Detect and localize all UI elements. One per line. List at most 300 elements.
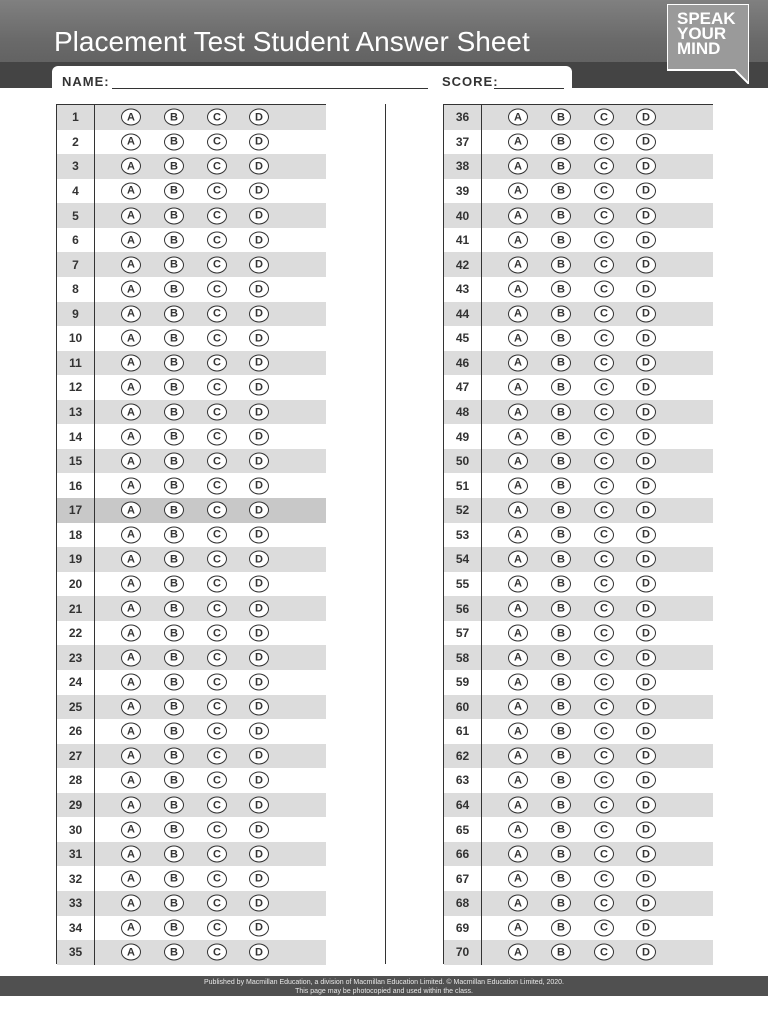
answer-bubble-a[interactable]: A: [121, 797, 141, 814]
answer-bubble-d[interactable]: D: [636, 109, 656, 126]
answer-bubble-d[interactable]: D: [636, 698, 656, 715]
answer-bubble-c[interactable]: C: [207, 207, 227, 224]
answer-bubble-c[interactable]: C: [207, 698, 227, 715]
answer-bubble-d[interactable]: D: [249, 256, 269, 273]
answer-bubble-c[interactable]: C: [207, 281, 227, 298]
answer-bubble-d[interactable]: D: [249, 158, 269, 175]
answer-bubble-c[interactable]: C: [207, 649, 227, 666]
answer-bubble-b[interactable]: B: [551, 354, 571, 371]
answer-bubble-c[interactable]: C: [594, 821, 614, 838]
question-row: [444, 817, 713, 842]
answer-bubble-b[interactable]: B: [551, 772, 571, 789]
answer-bubble-d[interactable]: D: [636, 944, 656, 961]
answer-bubble-c[interactable]: C: [594, 379, 614, 396]
answer-bubble-b[interactable]: B: [551, 649, 571, 666]
answer-bubble-a[interactable]: A: [508, 305, 528, 322]
answer-bubble-d[interactable]: D: [636, 305, 656, 322]
answer-bubble-b[interactable]: B: [551, 944, 571, 961]
answer-bubble-c[interactable]: C: [594, 797, 614, 814]
answer-bubble-a[interactable]: A: [121, 870, 141, 887]
answer-bubble-b[interactable]: B: [164, 256, 184, 273]
answer-bubble-d[interactable]: D: [249, 477, 269, 494]
answer-bubble-a[interactable]: A: [508, 747, 528, 764]
answer-bubble-c[interactable]: C: [207, 723, 227, 740]
answer-bubble-d[interactable]: D: [249, 379, 269, 396]
answer-bubble-d[interactable]: D: [249, 944, 269, 961]
answer-bubble-d[interactable]: D: [636, 625, 656, 642]
answer-bubble-c[interactable]: C: [594, 575, 614, 592]
answer-bubble-b[interactable]: B: [551, 575, 571, 592]
answer-bubble-d[interactable]: D: [636, 354, 656, 371]
question-row: [57, 645, 326, 670]
answer-bubble-b[interactable]: B: [551, 453, 571, 470]
answer-bubble-b[interactable]: B: [164, 919, 184, 936]
answer-bubble-a[interactable]: A: [508, 232, 528, 249]
answer-bubble-b[interactable]: B: [164, 477, 184, 494]
answer-bubble-b[interactable]: B: [164, 428, 184, 445]
answer-bubble-b[interactable]: B: [164, 551, 184, 568]
answer-bubble-a[interactable]: A: [121, 649, 141, 666]
answer-bubble-b[interactable]: B: [164, 625, 184, 642]
answer-bubble-c[interactable]: C: [207, 502, 227, 519]
answer-bubble-d[interactable]: D: [249, 821, 269, 838]
answer-bubble-b[interactable]: B: [551, 428, 571, 445]
answer-bubble-b[interactable]: B: [551, 698, 571, 715]
answer-bubble-d[interactable]: D: [636, 158, 656, 175]
answer-bubble-a[interactable]: A: [121, 575, 141, 592]
answer-bubble-b[interactable]: B: [551, 281, 571, 298]
question-row: [57, 375, 326, 400]
question-row: [57, 228, 326, 253]
answer-bubble-c[interactable]: C: [594, 207, 614, 224]
answer-bubble-c[interactable]: C: [207, 797, 227, 814]
answer-bubble-b[interactable]: B: [164, 182, 184, 199]
answer-bubble-c[interactable]: C: [207, 158, 227, 175]
answer-bubble-d[interactable]: D: [249, 404, 269, 421]
answer-bubble-c[interactable]: C: [594, 919, 614, 936]
answer-bubble-a[interactable]: A: [508, 895, 528, 912]
answer-bubble-a[interactable]: A: [508, 502, 528, 519]
answer-bubble-c[interactable]: C: [594, 330, 614, 347]
answer-bubble-a[interactable]: A: [508, 354, 528, 371]
answer-bubble-a[interactable]: A: [121, 846, 141, 863]
answer-bubble-c[interactable]: C: [594, 182, 614, 199]
answer-bubble-a[interactable]: A: [508, 477, 528, 494]
answer-bubble-d[interactable]: D: [636, 649, 656, 666]
answer-bubble-a[interactable]: A: [121, 404, 141, 421]
answer-bubble-b[interactable]: B: [164, 404, 184, 421]
answer-bubble-d[interactable]: D: [249, 354, 269, 371]
answer-bubble-c[interactable]: C: [594, 428, 614, 445]
answer-bubble-c[interactable]: C: [207, 772, 227, 789]
answer-bubble-d[interactable]: D: [249, 207, 269, 224]
answer-bubble-d[interactable]: D: [249, 109, 269, 126]
answer-bubble-c[interactable]: C: [594, 674, 614, 691]
answer-bubble-b[interactable]: B: [164, 870, 184, 887]
answer-bubble-d[interactable]: D: [249, 526, 269, 543]
answer-bubble-a[interactable]: A: [121, 330, 141, 347]
answer-bubble-d[interactable]: D: [249, 453, 269, 470]
answer-bubble-a[interactable]: A: [121, 305, 141, 322]
answer-bubble-d[interactable]: D: [249, 625, 269, 642]
answer-bubble-b[interactable]: B: [551, 109, 571, 126]
answer-bubble-b[interactable]: B: [164, 821, 184, 838]
answer-bubble-b[interactable]: B: [164, 232, 184, 249]
answer-bubble-b[interactable]: B: [164, 330, 184, 347]
score-field[interactable]: [494, 88, 564, 89]
answer-bubble-a[interactable]: A: [508, 526, 528, 543]
logo-line-2: YOUR: [677, 24, 727, 43]
answer-bubble-d[interactable]: D: [636, 551, 656, 568]
answer-bubble-c[interactable]: C: [207, 182, 227, 199]
answer-bubble-a[interactable]: A: [121, 207, 141, 224]
answer-bubble-a[interactable]: A: [121, 502, 141, 519]
answer-bubble-b[interactable]: B: [164, 846, 184, 863]
answer-bubble-c[interactable]: C: [594, 305, 614, 322]
answer-bubble-b[interactable]: B: [551, 379, 571, 396]
answer-bubble-d[interactable]: D: [636, 674, 656, 691]
answer-bubble-c[interactable]: C: [207, 870, 227, 887]
answer-bubble-d[interactable]: D: [636, 133, 656, 150]
answer-bubble-b[interactable]: B: [551, 256, 571, 273]
answer-bubble-c[interactable]: C: [207, 575, 227, 592]
answer-bubble-c[interactable]: C: [207, 821, 227, 838]
answer-bubble-d[interactable]: D: [636, 797, 656, 814]
answer-bubble-d[interactable]: D: [249, 870, 269, 887]
answer-bubble-d[interactable]: D: [249, 281, 269, 298]
answer-bubble-b[interactable]: B: [164, 502, 184, 519]
answer-bubble-b[interactable]: B: [551, 723, 571, 740]
answer-bubble-d[interactable]: D: [636, 600, 656, 617]
answer-bubble-a[interactable]: A: [121, 256, 141, 273]
answer-bubble-b[interactable]: B: [551, 551, 571, 568]
question-row: [444, 891, 713, 916]
question-number: 35: [57, 940, 95, 965]
answer-bubble-a[interactable]: A: [121, 551, 141, 568]
answer-bubble-b[interactable]: B: [164, 133, 184, 150]
answer-bubble-a[interactable]: A: [508, 330, 528, 347]
answer-bubble-c[interactable]: C: [594, 502, 614, 519]
answer-bubble-c[interactable]: C: [594, 772, 614, 789]
answer-bubble-c[interactable]: C: [594, 846, 614, 863]
answer-bubble-c[interactable]: C: [594, 895, 614, 912]
answer-bubble-c[interactable]: C: [594, 453, 614, 470]
answer-bubble-c[interactable]: C: [594, 158, 614, 175]
answer-bubble-a[interactable]: A: [508, 625, 528, 642]
answer-bubble-c[interactable]: C: [207, 330, 227, 347]
answer-bubble-a[interactable]: A: [508, 919, 528, 936]
answer-bubble-d[interactable]: D: [636, 870, 656, 887]
answer-bubble-b[interactable]: B: [551, 158, 571, 175]
answer-bubble-a[interactable]: A: [508, 870, 528, 887]
answer-bubble-b[interactable]: B: [164, 207, 184, 224]
answer-bubble-a[interactable]: A: [508, 428, 528, 445]
answer-bubble-c[interactable]: C: [207, 354, 227, 371]
answer-bubble-d[interactable]: D: [636, 232, 656, 249]
answer-bubble-d[interactable]: D: [249, 649, 269, 666]
answer-column-left: [56, 104, 326, 964]
answer-bubble-c[interactable]: C: [207, 747, 227, 764]
answer-bubble-b[interactable]: B: [551, 870, 571, 887]
answer-bubble-d[interactable]: D: [636, 453, 656, 470]
answer-bubble-a[interactable]: A: [121, 133, 141, 150]
answer-bubble-d[interactable]: D: [636, 846, 656, 863]
answer-bubble-b[interactable]: B: [551, 305, 571, 322]
question-number: 28: [57, 768, 95, 793]
answer-bubble-b[interactable]: B: [164, 649, 184, 666]
answer-bubble-d[interactable]: D: [249, 846, 269, 863]
answer-bubble-b[interactable]: B: [164, 379, 184, 396]
answer-bubble-c[interactable]: C: [594, 133, 614, 150]
question-number: 47: [444, 375, 482, 400]
answer-bubble-b[interactable]: B: [551, 674, 571, 691]
answer-bubble-c[interactable]: C: [207, 133, 227, 150]
answer-bubble-a[interactable]: A: [508, 109, 528, 126]
answer-bubble-d[interactable]: D: [636, 575, 656, 592]
answer-bubble-c[interactable]: C: [594, 404, 614, 421]
answer-bubble-a[interactable]: A: [121, 379, 141, 396]
answer-bubble-c[interactable]: C: [207, 256, 227, 273]
answer-bubble-d[interactable]: D: [636, 330, 656, 347]
answer-bubble-d[interactable]: D: [249, 919, 269, 936]
answer-bubble-c[interactable]: C: [207, 846, 227, 863]
answer-bubble-b[interactable]: B: [551, 919, 571, 936]
answer-bubble-a[interactable]: A: [121, 698, 141, 715]
answer-bubble-b[interactable]: B: [164, 354, 184, 371]
answer-bubble-d[interactable]: D: [636, 747, 656, 764]
answer-bubble-a[interactable]: A: [508, 404, 528, 421]
answer-bubble-a[interactable]: A: [121, 919, 141, 936]
question-number: 8: [57, 277, 95, 302]
answer-bubble-a[interactable]: A: [508, 158, 528, 175]
answer-bubble-d[interactable]: D: [249, 305, 269, 322]
question-number: 18: [57, 523, 95, 548]
answer-bubble-b[interactable]: B: [164, 281, 184, 298]
answer-bubble-c[interactable]: C: [594, 109, 614, 126]
answer-bubble-c[interactable]: C: [207, 404, 227, 421]
answer-bubble-a[interactable]: A: [121, 158, 141, 175]
answer-bubble-c[interactable]: C: [594, 747, 614, 764]
answer-bubble-a[interactable]: A: [508, 821, 528, 838]
answer-bubble-a[interactable]: A: [121, 625, 141, 642]
answer-bubble-a[interactable]: A: [508, 723, 528, 740]
answer-bubble-a[interactable]: A: [508, 944, 528, 961]
answer-bubble-b[interactable]: B: [164, 772, 184, 789]
question-row: [57, 695, 326, 720]
answer-bubble-c[interactable]: C: [207, 674, 227, 691]
answer-bubble-a[interactable]: A: [121, 772, 141, 789]
answer-bubble-b[interactable]: B: [551, 895, 571, 912]
answer-bubble-b[interactable]: B: [164, 158, 184, 175]
answer-bubble-b[interactable]: B: [551, 404, 571, 421]
answer-bubble-d[interactable]: D: [636, 821, 656, 838]
answer-bubble-d[interactable]: D: [636, 428, 656, 445]
answer-bubble-a[interactable]: A: [508, 797, 528, 814]
answer-bubble-b[interactable]: B: [551, 502, 571, 519]
answer-bubble-d[interactable]: D: [249, 232, 269, 249]
answer-bubble-d[interactable]: D: [636, 772, 656, 789]
answer-bubble-d[interactable]: D: [636, 281, 656, 298]
answer-bubble-c[interactable]: C: [207, 944, 227, 961]
answer-bubble-a[interactable]: A: [121, 723, 141, 740]
answer-bubble-d[interactable]: D: [249, 747, 269, 764]
answer-bubble-b[interactable]: B: [164, 109, 184, 126]
answer-bubble-a[interactable]: A: [508, 772, 528, 789]
answer-bubble-d[interactable]: D: [636, 379, 656, 396]
answer-bubble-a[interactable]: A: [121, 895, 141, 912]
answer-bubble-d[interactable]: D: [636, 256, 656, 273]
answer-bubble-c[interactable]: C: [207, 109, 227, 126]
answer-bubble-d[interactable]: D: [249, 797, 269, 814]
answer-bubble-b[interactable]: B: [164, 305, 184, 322]
answer-bubble-c[interactable]: C: [594, 944, 614, 961]
answer-bubble-b[interactable]: B: [551, 232, 571, 249]
answer-bubble-d[interactable]: D: [249, 772, 269, 789]
question-row: [444, 154, 713, 179]
answer-bubble-a[interactable]: A: [121, 944, 141, 961]
answer-bubble-c[interactable]: C: [207, 453, 227, 470]
answer-bubble-a[interactable]: A: [508, 846, 528, 863]
question-number: 37: [444, 130, 482, 155]
answer-bubble-d[interactable]: D: [249, 551, 269, 568]
answer-bubble-c[interactable]: C: [594, 477, 614, 494]
answer-bubble-b[interactable]: B: [551, 207, 571, 224]
answer-bubble-b[interactable]: B: [551, 330, 571, 347]
answer-bubble-a[interactable]: A: [121, 747, 141, 764]
answer-bubble-d[interactable]: D: [636, 404, 656, 421]
answer-bubble-a[interactable]: A: [121, 182, 141, 199]
answer-bubble-a[interactable]: A: [121, 674, 141, 691]
answer-bubble-b[interactable]: B: [164, 600, 184, 617]
answer-bubble-d[interactable]: D: [636, 723, 656, 740]
answer-bubble-c[interactable]: C: [207, 625, 227, 642]
answer-bubble-a[interactable]: A: [121, 821, 141, 838]
answer-bubble-b[interactable]: B: [164, 797, 184, 814]
answer-bubble-a[interactable]: A: [508, 133, 528, 150]
answer-bubble-c[interactable]: C: [594, 870, 614, 887]
answer-bubble-b[interactable]: B: [164, 453, 184, 470]
answer-bubble-a[interactable]: A: [121, 526, 141, 543]
answer-bubble-c[interactable]: C: [207, 379, 227, 396]
answer-bubble-a[interactable]: A: [121, 354, 141, 371]
answer-bubble-c[interactable]: C: [207, 305, 227, 322]
answer-bubble-a[interactable]: A: [508, 453, 528, 470]
answer-bubble-c[interactable]: C: [594, 281, 614, 298]
answer-bubble-c[interactable]: C: [594, 625, 614, 642]
answer-bubble-b[interactable]: B: [551, 133, 571, 150]
answer-bubble-c[interactable]: C: [207, 895, 227, 912]
answer-bubble-d[interactable]: D: [249, 895, 269, 912]
answer-bubble-b[interactable]: B: [164, 674, 184, 691]
question-row: [57, 105, 326, 130]
answer-bubble-b[interactable]: B: [551, 625, 571, 642]
answer-bubble-a[interactable]: A: [508, 600, 528, 617]
answer-bubble-c[interactable]: C: [207, 919, 227, 936]
answer-bubble-c[interactable]: C: [594, 600, 614, 617]
answer-bubble-d[interactable]: D: [249, 330, 269, 347]
answer-bubble-d[interactable]: D: [636, 502, 656, 519]
answer-bubble-a[interactable]: A: [508, 256, 528, 273]
answer-bubble-a[interactable]: A: [508, 551, 528, 568]
answer-bubble-b[interactable]: B: [164, 723, 184, 740]
answer-bubble-d[interactable]: D: [636, 477, 656, 494]
answer-bubble-a[interactable]: A: [508, 207, 528, 224]
answer-bubble-d[interactable]: D: [636, 207, 656, 224]
answer-bubble-c[interactable]: C: [594, 698, 614, 715]
answer-bubble-b[interactable]: B: [551, 600, 571, 617]
answer-bubble-d[interactable]: D: [249, 674, 269, 691]
answer-bubble-c[interactable]: C: [207, 526, 227, 543]
answer-bubble-b[interactable]: B: [551, 846, 571, 863]
answer-bubble-a[interactable]: A: [508, 698, 528, 715]
answer-bubble-c[interactable]: C: [207, 428, 227, 445]
answer-bubble-d[interactable]: D: [249, 133, 269, 150]
answer-bubble-d[interactable]: D: [249, 575, 269, 592]
answer-bubble-b[interactable]: B: [164, 575, 184, 592]
question-row: [444, 400, 713, 425]
answer-bubble-b[interactable]: B: [551, 747, 571, 764]
answer-bubble-a[interactable]: A: [121, 477, 141, 494]
answer-bubble-c[interactable]: C: [594, 526, 614, 543]
answer-bubble-c[interactable]: C: [594, 551, 614, 568]
answer-bubble-a[interactable]: A: [508, 182, 528, 199]
answer-bubble-c[interactable]: C: [594, 354, 614, 371]
answer-bubble-d[interactable]: D: [249, 600, 269, 617]
name-field[interactable]: [112, 88, 428, 89]
answer-bubble-a[interactable]: A: [121, 281, 141, 298]
answer-bubble-b[interactable]: B: [164, 944, 184, 961]
answer-bubble-c[interactable]: C: [207, 600, 227, 617]
answer-bubble-a[interactable]: A: [121, 600, 141, 617]
answer-bubble-a[interactable]: A: [121, 232, 141, 249]
answer-bubble-a[interactable]: A: [121, 109, 141, 126]
answer-bubble-a[interactable]: A: [508, 649, 528, 666]
answer-bubble-b[interactable]: B: [551, 821, 571, 838]
answer-bubble-d[interactable]: D: [249, 698, 269, 715]
answer-bubble-c[interactable]: C: [207, 551, 227, 568]
answer-bubble-b[interactable]: B: [164, 895, 184, 912]
answer-bubble-a[interactable]: A: [121, 428, 141, 445]
answer-bubble-a[interactable]: A: [121, 453, 141, 470]
answer-bubble-b[interactable]: B: [164, 698, 184, 715]
answer-bubble-b[interactable]: B: [164, 526, 184, 543]
answer-bubble-d[interactable]: D: [636, 182, 656, 199]
answer-bubble-a[interactable]: A: [508, 379, 528, 396]
answer-bubble-c[interactable]: C: [594, 256, 614, 273]
answer-bubble-c[interactable]: C: [207, 477, 227, 494]
answer-bubble-b[interactable]: B: [551, 526, 571, 543]
answer-bubble-b[interactable]: B: [164, 747, 184, 764]
answer-bubble-c[interactable]: C: [594, 723, 614, 740]
answer-bubble-c[interactable]: C: [207, 232, 227, 249]
answer-bubble-c[interactable]: C: [594, 649, 614, 666]
answer-bubble-d[interactable]: D: [636, 895, 656, 912]
answer-bubble-d[interactable]: D: [249, 428, 269, 445]
answer-bubble-b[interactable]: B: [551, 182, 571, 199]
answer-bubble-d[interactable]: D: [636, 919, 656, 936]
answer-bubble-b[interactable]: B: [551, 477, 571, 494]
answer-bubble-b[interactable]: B: [551, 797, 571, 814]
answer-bubble-d[interactable]: D: [249, 182, 269, 199]
answer-bubble-c[interactable]: C: [594, 232, 614, 249]
answer-bubble-d[interactable]: D: [636, 526, 656, 543]
answer-bubble-d[interactable]: D: [249, 502, 269, 519]
answer-bubble-a[interactable]: A: [508, 281, 528, 298]
question-number: 68: [444, 891, 482, 916]
answer-bubble-a[interactable]: A: [508, 575, 528, 592]
answer-bubble-d[interactable]: D: [249, 723, 269, 740]
answer-bubble-a[interactable]: A: [508, 674, 528, 691]
